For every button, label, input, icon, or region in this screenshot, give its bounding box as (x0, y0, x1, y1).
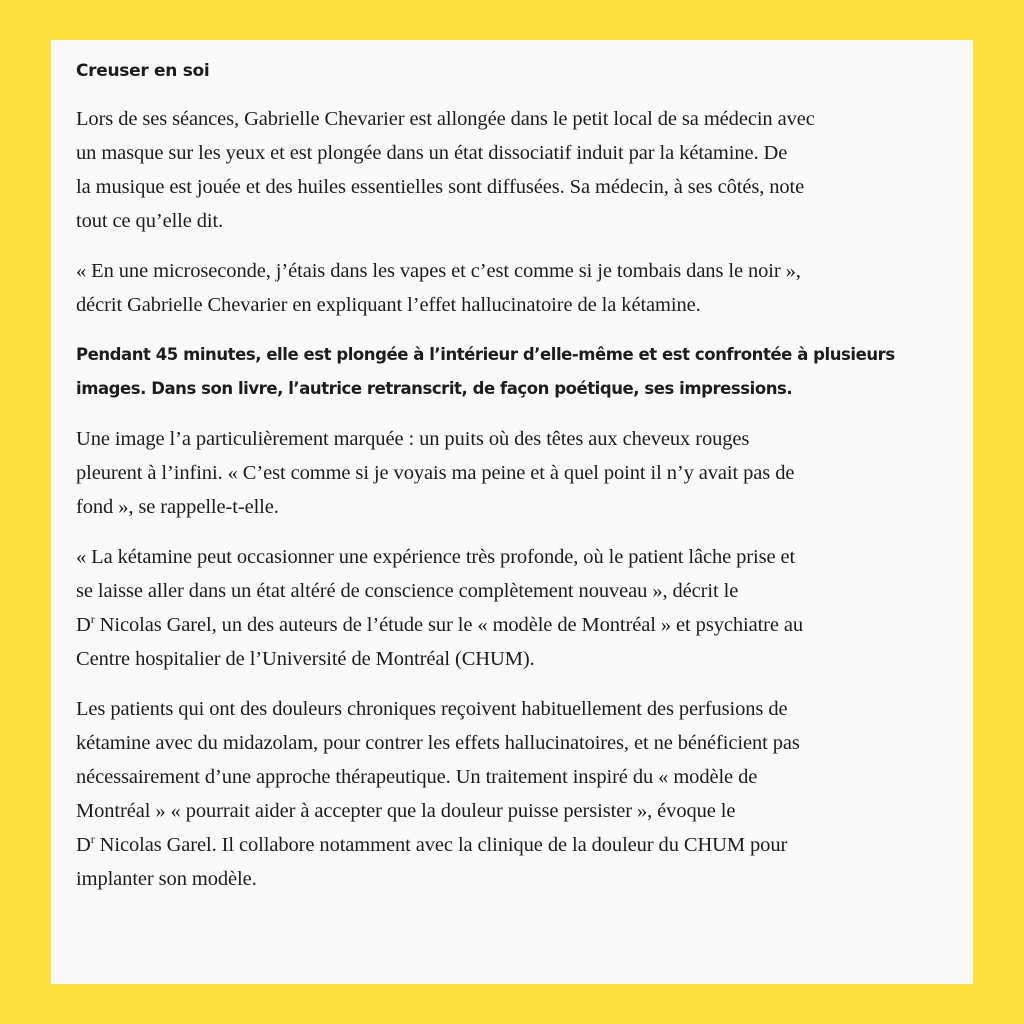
text-line: fond », se rappelle-t-elle. (76, 496, 279, 518)
text-line: Nicolas Garel. Il collabore notamment avec la clinique de la douleur du CHUM pour (99, 834, 788, 856)
paragraph-2 (76, 254, 948, 322)
text-line: se laisse aller dans un état altéré de conscience complètement nouveau », décrit le (76, 580, 739, 602)
text-line: nécessairement d’une approche thérapeutique. Un traitement inspiré du « modèle de (76, 766, 758, 788)
title-suffix: r (90, 832, 95, 846)
section-heading: Creuser en soi (76, 61, 210, 81)
text-line: un masque sur les yeux et est plongée dans un état dissociatif induit par la kétamine. De (76, 142, 788, 164)
text-line: décrit Gabrielle Chevarier en expliquant l’effet hallucinatoire de la kétamine. (76, 294, 701, 316)
text-line: Nicolas Garel, un des auteurs de l’étude sur le « modèle de Montréal » et psychiatre au (99, 614, 804, 636)
text-line: implanter son modèle. (76, 868, 257, 890)
text-line: pleurent à l’infini. « C’est comme si je voyais ma peine et à quel point il n’y avait pas de (76, 462, 795, 484)
bold-paragraph (76, 338, 948, 406)
text-line: images. Dans son livre, l’autrice retranscrit, de façon poétique, ses impressions. (76, 379, 793, 398)
text-line-with-title (76, 608, 948, 642)
paragraph-1 (76, 102, 948, 238)
text-line: la musique est jouée et des huiles essentielles sont diffusées. Sa médecin, à ses côtés, note (76, 176, 805, 198)
title-prefix: D (76, 614, 91, 636)
title-prefix: D (76, 834, 91, 856)
text-line: Lors de ses séances, Gabrielle Chevarier est allongée dans le petit local de sa médecin avec (76, 108, 815, 130)
paragraph-5 (76, 540, 948, 676)
article-card (51, 40, 973, 984)
title-suffix: r (90, 612, 95, 626)
text-line: Centre hospitalier de l’Université de Montréal (CHUM). (76, 648, 535, 670)
text-line: tout ce qu’elle dit. (76, 210, 224, 232)
text-line: kétamine avec du midazolam, pour contrer les effets hallucinatoires, et ne bénéficient pas (76, 732, 800, 754)
paragraph-4 (76, 422, 948, 524)
text-line-with-title (76, 828, 948, 862)
text-line: Les patients qui ont des douleurs chroniques reçoivent habituellement des perfusions de (76, 698, 788, 720)
text-line: « En une microseconde, j’étais dans les vapes et c’est comme si je tombais dans le noir », (76, 260, 801, 282)
text-line: Pendant 45 minutes, elle est plongée à l’intérieur d’elle-même et est confrontée à plusieurs (76, 345, 895, 364)
paragraph-6 (76, 692, 948, 896)
text-line: « La kétamine peut occasionner une expérience très profonde, où le patient lâche prise et (76, 546, 796, 568)
text-line: Montréal » « pourrait aider à accepter que la douleur puisse persister », évoque le (76, 800, 736, 822)
text-line: Une image l’a particulièrement marquée : un puits où des têtes aux cheveux rouges (76, 428, 750, 450)
